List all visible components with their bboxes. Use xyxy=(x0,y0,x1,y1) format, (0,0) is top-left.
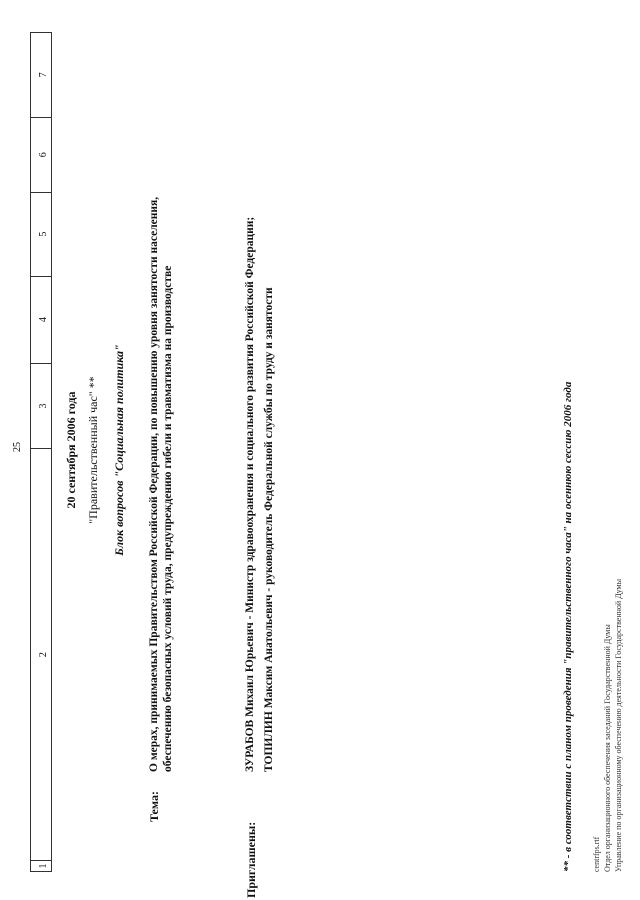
invited-person: ЗУРАБОВ Михаил Юрьевич - Министр здравоохранения и социального развития Российской Федерации; xyxy=(244,216,256,772)
column-number-header xyxy=(30,32,52,872)
column-number-cell: 1 xyxy=(31,860,51,871)
question-block-title: Блок вопросов "Социальная политика" xyxy=(112,344,126,556)
topic-text: О мерах, принимаемых Правительством Российской Федерации, по повышению уровня занятости населения, обеспечению безопасных условий труда, предупреждению гибели и травматизма на производстве xyxy=(148,196,175,772)
column-number-cell: 7 xyxy=(38,72,49,78)
footer-filename: centrfps.rtf xyxy=(592,836,601,872)
topic-label: Тема: xyxy=(147,791,161,822)
column-number-cell: 5 xyxy=(31,192,51,276)
page-number: 25 xyxy=(12,442,23,452)
column-number-cell: 4 xyxy=(31,276,51,363)
session-date: 20 сентября 2006 года xyxy=(64,391,78,509)
session-title: "Правительственный час" ** xyxy=(86,376,100,524)
column-number-cell: 3 xyxy=(31,363,51,449)
invited-label: Приглашены: xyxy=(244,821,258,898)
invited-person: ТОПИЛИН Максим Анатольевич - руководитель Федеральной службы по труду и занятости xyxy=(263,287,275,772)
column-number-cell: 2 xyxy=(31,448,51,860)
footer-directorate: Управление по организационному обеспечению деятельности Государственной Думы xyxy=(614,579,623,872)
footer-department: Отдел организационного обеспечения заседаний Государственной Думы xyxy=(603,624,612,872)
footnote: ** - в соответствии с планом проведения "правительственного часа" на осеннюю сессию 2006 года xyxy=(562,381,574,872)
column-number-cell: 6 xyxy=(31,117,51,192)
